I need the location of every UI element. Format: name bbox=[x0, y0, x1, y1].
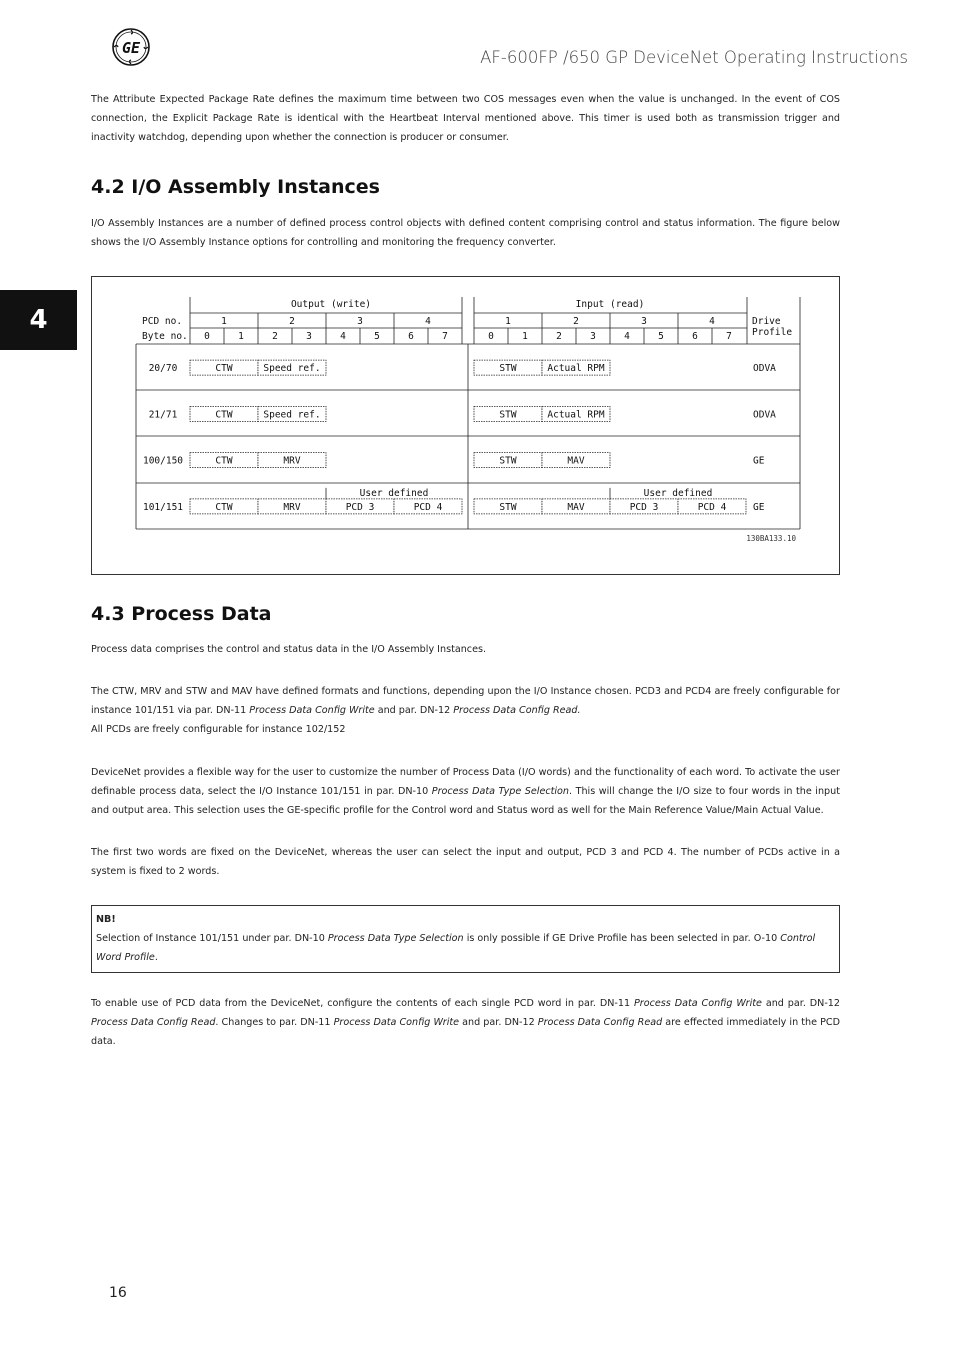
text-run: All PCDs are freely configurable for instance 102/152 bbox=[91, 724, 346, 735]
byte-number: 6 bbox=[408, 331, 414, 342]
word-label: MAV bbox=[567, 501, 585, 513]
pcd-number: 4 bbox=[425, 316, 431, 327]
instance-label: 100/150 bbox=[142, 455, 184, 467]
word-label: STW bbox=[499, 363, 517, 375]
drive-profile-label: Drive bbox=[752, 316, 781, 327]
byte-number: 5 bbox=[374, 331, 380, 342]
document-title: AF-600FP /650 GP DeviceNet Operating Instructions bbox=[480, 48, 908, 67]
word-label: PCD 3 bbox=[629, 501, 659, 513]
word-label: MRV bbox=[283, 501, 301, 513]
text-run: Selection of Instance 101/151 under par. DN-10 bbox=[96, 933, 328, 944]
chapter-tab: 4 bbox=[0, 290, 77, 350]
pcd-number: 2 bbox=[289, 316, 295, 327]
section-4-3-paragraph-2 bbox=[91, 682, 840, 739]
instance-row bbox=[149, 406, 776, 421]
instance-label: 20/70 bbox=[148, 363, 178, 375]
word-label: STW bbox=[499, 455, 517, 467]
logo-text: GE bbox=[121, 39, 141, 57]
parameter-name: Process Data Config Write bbox=[333, 1017, 460, 1028]
profile-label: ODVA bbox=[753, 409, 776, 421]
word-label: Speed ref. bbox=[263, 409, 321, 421]
byte-number: 4 bbox=[340, 331, 346, 342]
parameter-name: Process Data Config Read. bbox=[453, 705, 581, 716]
word-label: CTW bbox=[215, 455, 233, 467]
byte-number: 2 bbox=[272, 331, 278, 342]
word-label: CTW bbox=[215, 363, 233, 375]
word-label: STW bbox=[499, 409, 517, 421]
instance-label: 21/71 bbox=[148, 409, 178, 421]
word-label: PCD 4 bbox=[697, 501, 727, 513]
pcd-no-label: PCD no. bbox=[142, 316, 183, 327]
figure-code: 130BA133.10 bbox=[746, 534, 796, 543]
output-label: Output (write) bbox=[290, 299, 372, 310]
final-paragraph bbox=[91, 994, 840, 1051]
page-number: 16 bbox=[109, 1285, 127, 1301]
parameter-name: Control Word Profile bbox=[96, 933, 816, 963]
word-label: PCD 4 bbox=[413, 501, 443, 513]
byte-number: 3 bbox=[590, 331, 596, 342]
instance-rows bbox=[143, 360, 776, 514]
parameter-name: Process Data Config Write bbox=[634, 998, 762, 1009]
parameter-name: Process Data Config Read bbox=[91, 1017, 216, 1028]
word-label: STW bbox=[499, 501, 517, 513]
io-assembly-figure bbox=[92, 277, 839, 574]
word-label: PCD 3 bbox=[345, 501, 375, 513]
input-label: Input (read) bbox=[575, 299, 645, 310]
profile-label: GE bbox=[753, 455, 765, 467]
byte-number: 2 bbox=[556, 331, 562, 342]
ge-logo bbox=[112, 28, 150, 66]
byte-number-group bbox=[204, 331, 732, 342]
text-run: DeviceNet provides a flexible way for the user to customize the number of Process Data (I/O words) and the functionality of each word. To activate the user definable process data, select the I/O Instance 101/151 in par. DN-10 bbox=[91, 767, 840, 797]
io-assembly-diagram bbox=[91, 276, 840, 575]
byte-number: 1 bbox=[238, 331, 244, 342]
user-defined-label: User defined bbox=[643, 487, 713, 499]
section-4-3-paragraph-1: Process data comprises the control and status data in the I/O Assembly Instances. bbox=[91, 644, 487, 655]
profile-label: GE bbox=[753, 501, 765, 513]
word-label: Actual RPM bbox=[547, 409, 605, 421]
byte-no-label: Byte no. bbox=[142, 331, 188, 342]
text-run: and par. DN-12 bbox=[374, 705, 454, 716]
pcd-number: 1 bbox=[221, 316, 227, 327]
note-box bbox=[91, 905, 840, 973]
text-run: To enable use of PCD data from the DeviceNet, configure the contents of each single PCD word in par. DN-11 bbox=[91, 998, 635, 1009]
instance-row bbox=[149, 360, 776, 375]
instance-label: 101/151 bbox=[142, 501, 184, 513]
byte-number: 5 bbox=[658, 331, 664, 342]
intro-paragraph: The Attribute Expected Package Rate defines the maximum time between two COS messages even when the value is unchanged. In the event of COS connection, the Explicit Package Rate is identical with the Heartbeat Interval mentioned above. This timer is used both as transmission trigger and inactivity watchdog, depending upon whether the connection is producer or consumer. bbox=[91, 94, 840, 143]
pcd-number: 4 bbox=[709, 316, 715, 327]
section-4-3-paragraph-4: The first two words are fixed on the DeviceNet, whereas the user can select the input and output, PCD 3 and PCD 4. The number of PCDs active in a system is fixed to 2 words. bbox=[91, 847, 840, 877]
pcd-number: 1 bbox=[505, 316, 511, 327]
instance-row bbox=[143, 488, 765, 514]
note-text bbox=[96, 929, 835, 967]
section-heading-4-2: 4.2 I/O Assembly Instances bbox=[91, 176, 380, 198]
pcd-number: 3 bbox=[357, 316, 363, 327]
byte-number: 7 bbox=[726, 331, 732, 342]
text-run: are effected immediately in the PCD data. bbox=[91, 1017, 840, 1047]
parameter-name: Process Data Type Selection bbox=[327, 933, 464, 944]
word-label: CTW bbox=[215, 409, 233, 421]
user-defined-label: User defined bbox=[359, 487, 429, 499]
byte-number: 6 bbox=[692, 331, 698, 342]
pcd-number: 2 bbox=[573, 316, 579, 327]
section-4-2-paragraph: I/O Assembly Instances are a number of defined process control objects with defined content comprising control and status information. The figure below shows the I/O Assembly Instance options for controlling and monitoring the frequency converter. bbox=[91, 218, 840, 248]
text-run: . This will change the I/O size to four words in the input and output area. This selection uses the GE-specific profile for the Control word and Status word as well for the Main Reference Value/Main Actual Value. bbox=[91, 786, 840, 816]
byte-number: 0 bbox=[204, 331, 210, 342]
text-run: is only possible if GE Drive Profile has been selected in par. O-10 bbox=[463, 933, 781, 944]
word-label: MAV bbox=[567, 455, 585, 467]
word-label: Actual RPM bbox=[547, 363, 605, 375]
text-run: The CTW, MRV and STW and MAV have defined formats and functions, depending upon the I/O Instance chosen. PCD3 and PCD4 are freely configurable for instance 101/151 via par. DN-11 bbox=[91, 686, 840, 716]
byte-number: 1 bbox=[522, 331, 528, 342]
byte-number: 0 bbox=[488, 331, 494, 342]
byte-number: 7 bbox=[442, 331, 448, 342]
section-4-3-paragraph-3 bbox=[91, 763, 840, 820]
text-run: . bbox=[154, 952, 158, 963]
instance-row bbox=[143, 453, 765, 468]
pcd-number-group bbox=[221, 316, 715, 327]
word-label: CTW bbox=[215, 501, 233, 513]
drive-profile-label-2: Profile bbox=[752, 327, 793, 338]
parameter-name: Process Data Config Read bbox=[537, 1017, 663, 1028]
profile-label: ODVA bbox=[753, 363, 776, 375]
note-title: NB! bbox=[96, 914, 116, 925]
byte-number: 3 bbox=[306, 331, 312, 342]
word-label: MRV bbox=[283, 455, 301, 467]
text-run: and par. DN-12 bbox=[459, 1017, 538, 1028]
pcd-number: 3 bbox=[641, 316, 647, 327]
word-label: Speed ref. bbox=[263, 363, 321, 375]
byte-number: 4 bbox=[624, 331, 630, 342]
parameter-name: Process Data Config Write bbox=[249, 705, 375, 716]
parameter-name: Process Data Type Selection bbox=[431, 786, 570, 797]
text-run: and par. DN-12 bbox=[761, 998, 841, 1009]
text-run: . Changes to par. DN-11 bbox=[215, 1017, 334, 1028]
section-heading-4-3: 4.3 Process Data bbox=[91, 603, 272, 625]
